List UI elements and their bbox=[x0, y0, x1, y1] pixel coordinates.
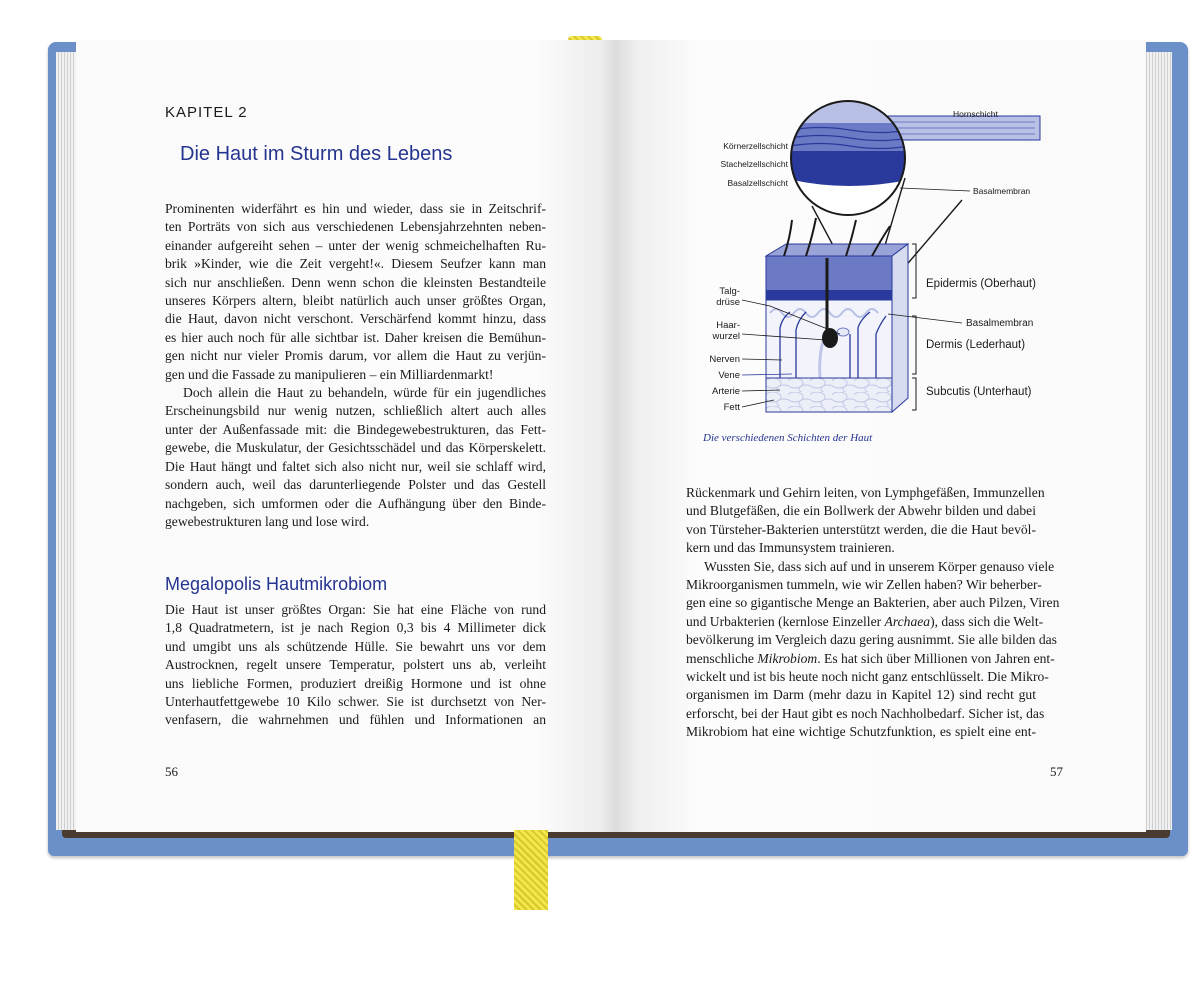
skin-layers-diagram bbox=[700, 98, 1060, 423]
skin-block bbox=[766, 218, 908, 412]
left-paragraph-1: Prominenten widerfährt es hin und wieder, dass sie in Zeitschrif- ten Porträts von sich aus verschiedenen Lebensjahrzehnten neben- einander aufgereiht sehen – unter der wenig schmeichelhaften Ru- brik »Kinder, wie die Zeit vergeht!«. Diesem Seufzer kann man sich nur anschließen. Denn wenn schon die kleinsten Bestandteile unseres Körpers altern, bleibt natürlich auch unser größtes Organ, die Haut, davon nicht verschont. Verschärfend kommt hinzu, dass es hier auch noch für alle sichtbar ist. Daher kreisen die Bemühun- gen nicht nur vieler Promis darum, vor allem die Haut zu verjün- gen und die Fassade zu manipulieren – ein Milliardenmarkt! Doch allein die Haut zu behandeln, würde für ein jugendliches Erscheinungsbild nur wenig nutzen, schließlich altert auch alles unter der Außenfassade mit: die Bindegewebestrukturen, das Fett- gewebe, die Muskulatur, der Gesichtsschädel und das Körperskelett. Die Haut hängt und faltet sich also nicht nur, weil sie schlaff wird, sondern auch, weil das darunterliegende Polster und das Gestell nachgeben, sich umformen oder die Aufhängung über den Binde- gewebestrukturen lang und lose wird. bbox=[165, 201, 546, 529]
svg-text:Fett: Fett bbox=[723, 402, 740, 413]
svg-text:wurzel: wurzel bbox=[712, 331, 740, 342]
svg-text:Nerven: Nerven bbox=[709, 354, 740, 365]
svg-text:Haar-: Haar- bbox=[716, 320, 740, 331]
svg-text:Dermis (Lederhaut): Dermis (Lederhaut) bbox=[926, 339, 1026, 351]
chapter-title: Die Haut im Sturm des Lebens bbox=[180, 143, 453, 165]
svg-text:Subcutis (Unterhaut): Subcutis (Unterhaut) bbox=[926, 386, 1032, 398]
svg-text:Hornschicht: Hornschicht bbox=[953, 109, 998, 119]
svg-text:drüse: drüse bbox=[716, 297, 740, 308]
svg-text:Epidermis (Oberhaut): Epidermis (Oberhaut) bbox=[926, 278, 1036, 290]
svg-text:Talg-: Talg- bbox=[719, 286, 740, 297]
svg-text:Arterie: Arterie bbox=[712, 386, 740, 397]
svg-text:Stachelzellschicht: Stachelzellschicht bbox=[720, 159, 788, 169]
bookmark-ribbon-bottom bbox=[514, 830, 548, 910]
svg-text:Basalmembran: Basalmembran bbox=[966, 318, 1034, 329]
diagram-caption: Die verschiedenen Schichten der Haut bbox=[703, 432, 873, 444]
page-number-right: 57 bbox=[1050, 764, 1063, 779]
svg-text:Basalmembran: Basalmembran bbox=[973, 186, 1031, 196]
svg-text:Basalzellschicht: Basalzellschicht bbox=[727, 178, 788, 188]
left-paragraph-3: Die Haut ist unser größtes Organ: Sie hat eine Fläche von rund 1,8 Quadratmetern, ist je nach Region 0,3 bis 4 Millimeter dick und umgibt uns als schützende Hülle. Sie bewahrt uns vor dem Austrocknen, regelt unsere Temperatur, polstert uns ab, verleiht uns liebliche Formen, produziert dreißig Hormone und ist ohne Unterhautfettgewebe 10 Kilo schwer. Sie ist durchsetzt von Ner- venfasern, die wahrnehmen und fühlen und Informationen an bbox=[165, 602, 546, 728]
right-paragraph-1: Rückenmark und Gehirn leiten, von Lymphgefäßen, Immunzellen und Blutgefäßen, die ein Bollwerk der Abwehr bilden und dabei von Türsteher-Bakterien unterstützt werden, die die Haut bevöl- kern und das Immunsystem trainieren. Wussten Sie, dass sich auf und in unserem Körper genauso viele Mikroorganismen tummeln, wie wir Zellen haben? Wir beherber- gen eine so gigantische Menge an Bakterien, aber auch Pilzen, Viren und Urbakterien (kernlose Einzeller Archaea), dass sich die Welt- bevölkerung im Vergleich dazu gering ausnimmt. Sie alle bilden das menschliche Mikrobiom. Es hat sich über Millionen von Jahren ent- wickelt und ist bis heute noch nicht ganz entschlüsselt. Die Mikro- organismen im Darm (mehr dazu in Kapitel 12) sind recht gut erforscht, bei der Haut gibt es noch Nachholbedarf. Sicher ist, das Mikrobiom hat eine wichtige Schutzfunktion, es spielt eine ent- bbox=[686, 485, 1060, 740]
page-number-left: 56 bbox=[165, 764, 178, 779]
section-title: Megalopolis Hautmikrobiom bbox=[165, 574, 388, 594]
chapter-label: KAPITEL 2 bbox=[165, 104, 248, 121]
svg-text:Körnerzellschicht: Körnerzellschicht bbox=[723, 141, 788, 151]
svg-text:Vene: Vene bbox=[718, 370, 740, 381]
